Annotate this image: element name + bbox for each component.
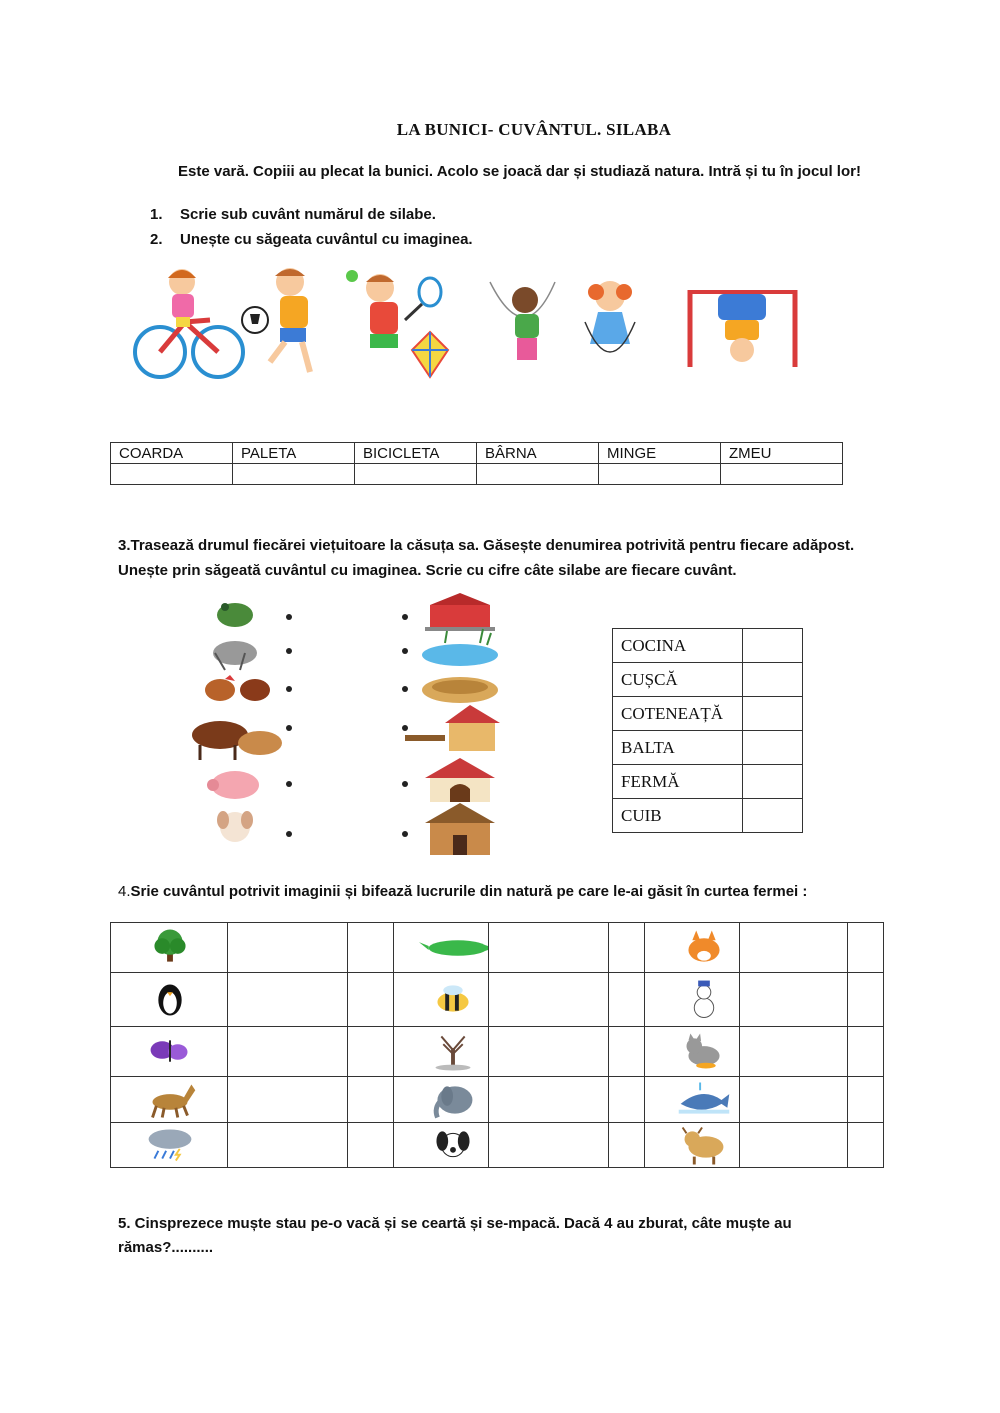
image-cell (645, 1027, 740, 1077)
word-answer-cell[interactable] (740, 1077, 848, 1123)
word-answer-cell[interactable] (228, 973, 348, 1027)
grid-row (111, 1027, 884, 1077)
pigsty-icon (425, 803, 495, 855)
word-answer-cell[interactable] (740, 1027, 848, 1077)
word-answer-cell[interactable] (228, 923, 348, 973)
word-cell: BICICLETA (355, 443, 477, 464)
shelter-word: FERMĂ (613, 765, 743, 799)
syllable-answer-cell[interactable] (743, 765, 803, 799)
checkbox-cell[interactable] (848, 1077, 884, 1123)
checkbox-cell[interactable] (609, 923, 645, 973)
shelters-table (612, 628, 803, 833)
image-cell (111, 1027, 228, 1077)
nest-icon (422, 677, 498, 703)
bare-tree-icon (418, 1030, 488, 1074)
checkbox-cell[interactable] (848, 1123, 884, 1168)
chicken-coop-icon (405, 705, 500, 751)
word-cell: COARDA (111, 443, 233, 464)
kid-bar-icon (690, 290, 795, 367)
tree-icon (135, 926, 205, 970)
image-cell (111, 923, 228, 973)
syllable-answer-cell[interactable] (743, 799, 803, 833)
word-answer-cell[interactable] (740, 1123, 848, 1168)
word-answer-cell[interactable] (740, 973, 848, 1027)
grid-row (111, 1123, 884, 1168)
girl-bicycle-icon (135, 269, 243, 377)
grid-row (111, 1077, 884, 1123)
checkbox-cell[interactable] (609, 1077, 645, 1123)
checkbox-cell[interactable] (348, 923, 394, 973)
connect-dot[interactable] (286, 781, 292, 787)
connect-dot[interactable] (286, 831, 292, 837)
frog-icon (217, 603, 253, 627)
image-cell (394, 923, 489, 973)
word-cell: MINGE (599, 443, 721, 464)
checkbox-cell[interactable] (848, 1027, 884, 1077)
syllable-answer-cell[interactable] (355, 464, 477, 485)
whale-icon (669, 1078, 739, 1122)
image-cell (111, 1077, 228, 1123)
elephant-icon (418, 1078, 488, 1122)
snowman-icon (669, 978, 739, 1022)
chickens-icon (205, 675, 270, 701)
horse-icon (135, 1078, 205, 1122)
nature-grid (110, 922, 884, 1168)
fox-icon (669, 926, 739, 970)
boy-ball-icon (242, 268, 310, 372)
grid-row (111, 923, 884, 973)
word-answer-cell[interactable] (489, 973, 609, 1027)
syllable-answer-cell[interactable] (233, 464, 355, 485)
word-answer-cell[interactable] (228, 1027, 348, 1077)
image-cell (111, 1123, 228, 1168)
checkbox-cell[interactable] (348, 973, 394, 1027)
grid-row (111, 973, 884, 1027)
crocodile-icon (418, 926, 488, 970)
syllable-answer-cell[interactable] (721, 464, 843, 485)
image-cell (394, 1027, 489, 1077)
checkbox-cell[interactable] (348, 1027, 394, 1077)
image-cell (111, 973, 228, 1027)
word-cell: ZMEU (721, 443, 843, 464)
word-cell: BÂRNA (477, 443, 599, 464)
syllable-answer-cell[interactable] (477, 464, 599, 485)
pond-icon (422, 629, 498, 666)
shelter-word: COCINA (613, 629, 743, 663)
connect-dot[interactable] (286, 648, 292, 654)
cow-icon (669, 1123, 739, 1167)
word-cell: PALETA (233, 443, 355, 464)
image-cell (394, 973, 489, 1027)
syllable-answer-cell[interactable] (743, 697, 803, 731)
girl-jump-rope-icon (585, 281, 635, 352)
shelter-word: BALTA (613, 731, 743, 765)
word-answer-cell[interactable] (489, 1123, 609, 1168)
boy-racket-icon (346, 270, 448, 377)
image-cell (645, 973, 740, 1027)
checkbox-cell[interactable] (609, 1123, 645, 1168)
storm-cloud-icon (135, 1123, 205, 1167)
connect-dot[interactable] (286, 725, 292, 731)
bird-icon (213, 641, 257, 670)
doghouse-icon (425, 758, 495, 802)
checkbox-cell[interactable] (848, 923, 884, 973)
penguin-icon (135, 978, 205, 1022)
checkbox-cell[interactable] (848, 973, 884, 1027)
word-answer-cell[interactable] (228, 1123, 348, 1168)
task-3-text: 3.Trasează drumul fiecărei viețuitoare la căsuța sa. Găsește denumirea potrivită pentru fiecare adăpost. Unește prin săgeată cuvântul cu imaginea. Scrie cu cifre câte silabe are fiecare cuvânt. (118, 537, 855, 579)
word-answer-cell[interactable] (489, 923, 609, 973)
checkbox-cell[interactable] (609, 973, 645, 1027)
cat-icon (669, 1030, 739, 1074)
connect-dot[interactable] (286, 686, 292, 692)
word-answer-cell[interactable] (489, 1077, 609, 1123)
intro-text: Este vară. Copiii au plecat la bunici. Acolo se joacă dar și studiază natura. Intră și tu în jocul lor! (178, 163, 861, 180)
animals-column (185, 595, 295, 865)
syllable-answer-cell[interactable] (743, 731, 803, 765)
image-cell (645, 923, 740, 973)
girl-skipping-icon (490, 282, 555, 360)
instruction-2: 2. Unește cu săgeata cuvântul cu imaginea. (150, 231, 473, 248)
pig-icon (207, 771, 259, 799)
syllable-answer-cell[interactable] (599, 464, 721, 485)
shelters-column (405, 593, 505, 863)
instruction-1: 1. Scrie sub cuvânt numărul de silabe. (150, 206, 436, 223)
word-answer-cell[interactable] (489, 1027, 609, 1077)
checkbox-cell[interactable] (348, 1123, 394, 1168)
task-4-text: 4.Srie cuvântul potrivit imaginii și bifează lucrurile din natură pe care le-ai găsit în curtea fermei : (118, 883, 808, 900)
checkbox-cell[interactable] (348, 1077, 394, 1123)
image-cell (645, 1077, 740, 1123)
dog-icon (217, 811, 253, 842)
shelter-word: CUIB (613, 799, 743, 833)
farm-barn-icon (425, 593, 495, 631)
horse-cow-icon (192, 721, 282, 760)
butterfly-icon (135, 1030, 205, 1074)
word-answer-cell[interactable] (228, 1077, 348, 1123)
children-playing-illustration (130, 262, 810, 387)
page-title: LA BUNICI- CUVÂNTUL. SILABA (396, 120, 672, 139)
image-cell (394, 1123, 489, 1168)
image-cell (394, 1077, 489, 1123)
bee-icon (418, 978, 488, 1022)
shelter-word: CUȘCĂ (613, 663, 743, 697)
task-5-text: 5. Cinsprezece muște stau pe-o vacă și se ceartă și se-mpacă. Dacă 4 au zburat, câte muște au rămas?.......... (118, 1215, 792, 1256)
syllable-answer-cell[interactable] (111, 464, 233, 485)
syllable-answer-cell[interactable] (743, 663, 803, 697)
syllable-answer-cell[interactable] (743, 629, 803, 663)
connect-dot[interactable] (286, 614, 292, 620)
shelter-word: COTENEAȚĂ (613, 697, 743, 731)
image-cell (645, 1123, 740, 1168)
dog-icon (418, 1123, 488, 1167)
word-answer-cell[interactable] (740, 923, 848, 973)
checkbox-cell[interactable] (609, 1027, 645, 1077)
words-table (110, 442, 843, 485)
